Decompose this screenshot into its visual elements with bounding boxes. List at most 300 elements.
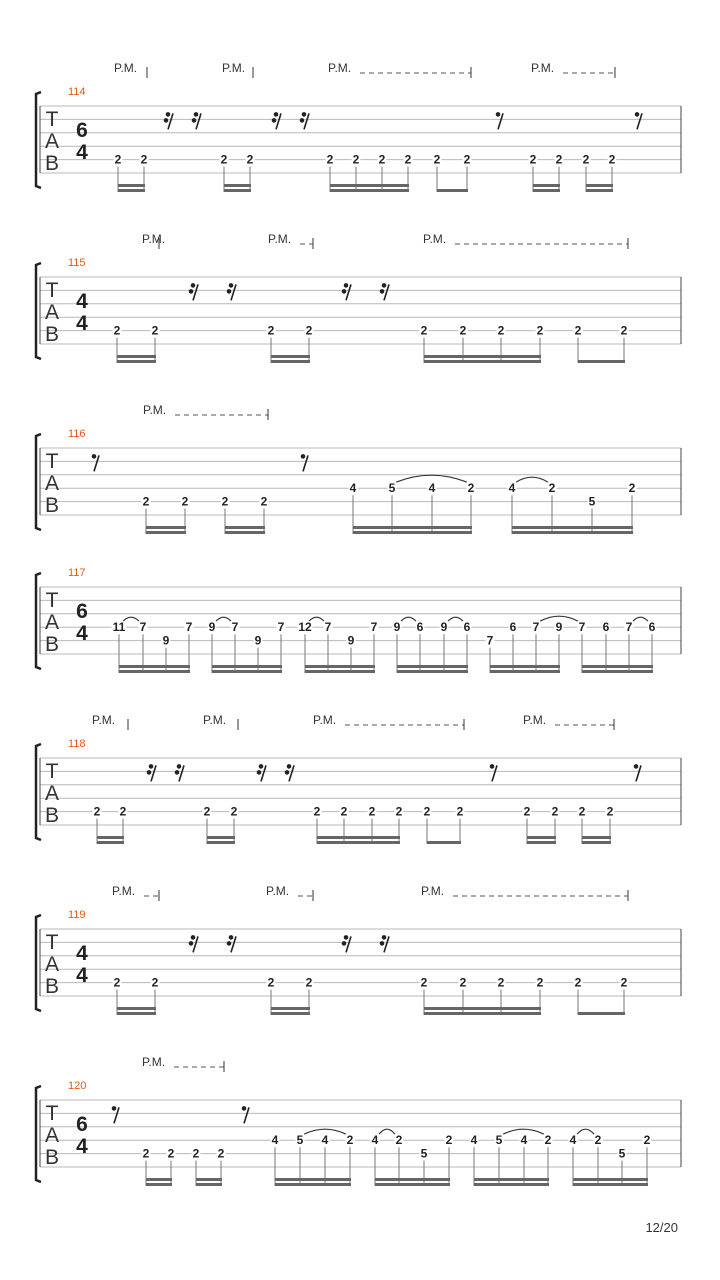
rest-flag [189, 941, 194, 946]
palm-mute-label: P.M. [142, 232, 166, 246]
note-beam [578, 1012, 625, 1015]
palm-mute-label: P.M. [142, 1055, 166, 1069]
tab-clef-letter: A [44, 782, 60, 805]
rest-flag [191, 283, 196, 288]
fret-number: 9 [555, 620, 563, 635]
fret-number: 5 [618, 1146, 626, 1161]
note-beam [305, 665, 375, 668]
fret-number: 2 [423, 804, 431, 819]
fret-number: 2 [113, 975, 121, 990]
fret-number: 7 [578, 620, 586, 635]
note-beam [146, 1183, 172, 1186]
note-beam [118, 189, 145, 192]
rest-flag [164, 118, 169, 123]
fret-number: 2 [93, 804, 101, 819]
measure-number: 117 [68, 567, 86, 579]
time-signature-bottom: 4 [76, 141, 88, 164]
note-beam [424, 1012, 541, 1015]
fret-number: 2 [167, 1146, 175, 1161]
fret-number: 2 [113, 323, 121, 338]
tie-slur [123, 617, 139, 621]
fret-number: 7 [231, 620, 239, 635]
fret-number: 2 [606, 804, 614, 819]
rest-flag [177, 764, 182, 769]
palm-mute-label: P.M. [531, 61, 555, 75]
measure-number: 116 [68, 428, 86, 440]
fret-number: 4 [569, 1133, 577, 1148]
tab-clef-letter: A [44, 953, 60, 976]
time-signature-top: 6 [76, 119, 88, 142]
tab-clef-letter: B [44, 494, 60, 517]
sixteenth-rest [192, 112, 201, 129]
fret-number: 2 [114, 152, 122, 167]
rest-flag [192, 118, 197, 123]
fret-number: 2 [463, 152, 471, 167]
rest-flag [227, 289, 232, 294]
note-beam [330, 189, 409, 192]
sixteenth-rest [300, 112, 309, 129]
note-beam [375, 1183, 450, 1186]
fret-number: 2 [395, 804, 403, 819]
fret-number: 9 [208, 620, 216, 635]
note-beam [586, 189, 613, 192]
note-beam [424, 355, 541, 358]
palm-mute-label: P.M. [523, 713, 547, 727]
fret-number: 2 [395, 1133, 403, 1148]
measure-number: 120 [68, 1080, 87, 1092]
note-beam [117, 355, 156, 358]
note-beam [224, 189, 251, 192]
rest-flag [342, 941, 347, 946]
sixteenth-rest [175, 764, 184, 781]
sixteenth-rest [380, 935, 389, 952]
fret-number: 2 [608, 152, 616, 167]
rest-flag [242, 1106, 247, 1111]
note-beam [578, 360, 625, 363]
fret-number: 2 [246, 152, 254, 167]
page-number: 12/20 [645, 1220, 678, 1235]
fret-number: 6 [509, 620, 517, 635]
palm-mute-label: P.M. [92, 713, 116, 727]
fret-number: 6 [463, 620, 471, 635]
fret-number: 2 [467, 481, 475, 496]
note-beam [119, 665, 190, 668]
sixteenth-rest [272, 112, 281, 129]
palm-mute-label: P.M. [268, 232, 292, 246]
fret-number: 2 [523, 804, 531, 819]
rest-flag [380, 941, 385, 946]
rest-flag [257, 770, 262, 775]
fret-number: 4 [428, 481, 436, 496]
note-beam [271, 1012, 310, 1015]
note-beam [305, 670, 375, 673]
note-beam [582, 670, 653, 673]
note-beam [271, 355, 310, 358]
note-beam [397, 665, 468, 668]
tab-clef-letter: T [45, 760, 59, 783]
sixteenth-rest [285, 764, 294, 781]
fret-number: 2 [578, 804, 586, 819]
fret-number: 6 [602, 620, 610, 635]
fret-number: 2 [433, 152, 441, 167]
note-beam [146, 531, 186, 534]
fret-number: 5 [388, 481, 396, 496]
rest-flag [191, 935, 196, 940]
fret-number: 2 [445, 1133, 453, 1148]
note-beam [225, 526, 265, 529]
rest-flag [194, 112, 199, 117]
fret-number: 5 [588, 494, 596, 509]
fret-number: 2 [305, 323, 313, 338]
palm-mute-label: P.M. [328, 61, 352, 75]
note-beam [582, 841, 611, 844]
fret-number: 2 [643, 1133, 651, 1148]
fret-number: 2 [574, 323, 582, 338]
tie-slur [379, 1129, 395, 1134]
note-beam [353, 526, 472, 529]
fret-number: 6 [416, 620, 424, 635]
time-signature-top: 4 [76, 942, 88, 965]
fret-number: 2 [378, 152, 386, 167]
fret-number: 9 [440, 620, 448, 635]
tab-clef-letter: A [44, 1124, 60, 1147]
measure-number: 118 [68, 738, 86, 750]
palm-mute-label: P.M. [203, 713, 227, 727]
sixteenth-rest [342, 283, 351, 300]
fret-number: 5 [495, 1133, 503, 1148]
fret-number: 2 [620, 975, 628, 990]
rest-flag [635, 112, 640, 117]
sixteenth-rest [227, 935, 236, 952]
tab-system [36, 232, 681, 363]
eighth-rest [92, 454, 99, 471]
tab-clef-letter: A [44, 301, 60, 324]
tab-clef-letter: A [44, 611, 60, 634]
rest-flag [92, 454, 97, 459]
time-signature-top: 6 [76, 1113, 88, 1136]
note-beam [527, 841, 556, 844]
palm-mute-label: P.M. [143, 403, 167, 417]
tie-slur [577, 1129, 594, 1134]
rest-flag [227, 941, 232, 946]
time-signature-top: 6 [76, 600, 88, 623]
fret-number: 12 [298, 620, 312, 635]
note-beam [271, 360, 310, 363]
note-beam [119, 670, 190, 673]
note-beam [317, 836, 400, 839]
note-beam [146, 1178, 172, 1181]
palm-mute-label: P.M. [222, 61, 246, 75]
fret-number: 2 [420, 323, 428, 338]
fret-number: 4 [508, 481, 516, 496]
note-beam [490, 665, 560, 668]
rest-flag [342, 289, 347, 294]
tab-clef-letter: T [45, 589, 59, 612]
rest-flag [285, 770, 290, 775]
note-beam [573, 1178, 648, 1181]
palm-mute-label: P.M. [421, 884, 445, 898]
fret-number: 4 [371, 1133, 379, 1148]
fret-number: 4 [470, 1133, 478, 1148]
tab-clef-letter: T [45, 450, 59, 473]
sixteenth-rest [147, 764, 156, 781]
note-beam [225, 531, 265, 534]
eighth-rest [496, 112, 503, 129]
rest-flag [147, 770, 152, 775]
note-beam [224, 184, 251, 187]
fret-number: 2 [459, 975, 467, 990]
note-beam [512, 531, 633, 534]
note-beam [512, 526, 633, 529]
fret-number: 2 [548, 481, 556, 496]
note-beam [582, 665, 653, 668]
tab-clef-letter: T [45, 1102, 59, 1125]
tie-slur [633, 617, 648, 621]
rest-flag [259, 764, 264, 769]
note-beam [330, 184, 409, 187]
fret-number: 2 [181, 494, 189, 509]
fret-number: 2 [536, 323, 544, 338]
fret-number: 2 [459, 323, 467, 338]
measure-number: 115 [68, 257, 86, 269]
fret-number: 9 [254, 633, 262, 648]
sixteenth-rest [189, 935, 198, 952]
tab-clef-letter: B [44, 975, 60, 998]
note-beam [207, 836, 235, 839]
fret-number: 2 [582, 152, 590, 167]
fret-number: 2 [267, 975, 275, 990]
note-beam [424, 360, 541, 363]
fret-number: 9 [393, 620, 401, 635]
fret-number: 2 [340, 804, 348, 819]
tab-system [36, 61, 681, 192]
fret-number: 2 [151, 323, 159, 338]
rest-flag [272, 118, 277, 123]
fret-number: 2 [140, 152, 148, 167]
fret-number: 2 [346, 1133, 354, 1148]
fret-number: 2 [628, 481, 636, 496]
note-beam [353, 531, 472, 534]
measure-number: 119 [68, 909, 86, 921]
fret-number: 2 [536, 975, 544, 990]
palm-mute-label: P.M. [112, 884, 136, 898]
note-beam [118, 184, 145, 187]
sixteenth-rest [164, 112, 173, 129]
note-beam [275, 1178, 351, 1181]
rest-flag [496, 112, 501, 117]
fret-number: 9 [162, 633, 170, 648]
fret-number: 2 [551, 804, 559, 819]
fret-number: 7 [625, 620, 633, 635]
tab-clef-letter: T [45, 108, 59, 131]
rest-flag [300, 118, 305, 123]
fret-number: 2 [217, 1146, 225, 1161]
tab-clef-letter: B [44, 1146, 60, 1169]
rest-flag [112, 1106, 117, 1111]
fret-number: 2 [230, 804, 238, 819]
fret-number: 11 [112, 620, 126, 635]
rest-flag [490, 764, 495, 769]
fret-number: 9 [347, 633, 355, 648]
fret-number: 4 [271, 1133, 279, 1148]
note-beam [573, 1183, 648, 1186]
fret-number: 2 [313, 804, 321, 819]
rest-flag [382, 935, 387, 940]
sixteenth-rest [227, 283, 236, 300]
fret-number: 4 [349, 481, 357, 496]
time-signature-top: 4 [76, 290, 88, 313]
tab-clef-letter: B [44, 804, 60, 827]
rest-flag [149, 764, 154, 769]
rest-flag [175, 770, 180, 775]
tie-slur [401, 617, 416, 621]
fret-number: 4 [321, 1133, 329, 1148]
palm-mute-label: P.M. [266, 884, 290, 898]
fret-number: 2 [203, 804, 211, 819]
fret-number: 2 [620, 323, 628, 338]
note-beam [196, 1183, 222, 1186]
note-beam [317, 841, 400, 844]
rest-flag [229, 283, 234, 288]
fret-number: 2 [497, 323, 505, 338]
palm-mute-label: P.M. [423, 232, 447, 246]
rest-flag [189, 289, 194, 294]
note-beam [474, 1183, 549, 1186]
rest-flag [274, 112, 279, 117]
note-beam [97, 836, 124, 839]
fret-number: 2 [497, 975, 505, 990]
fret-number: 7 [486, 633, 494, 648]
tab-clef-letter: B [44, 323, 60, 346]
note-beam [212, 665, 282, 668]
note-beam [490, 670, 560, 673]
fret-number: 2 [574, 975, 582, 990]
fret-number: 2 [142, 1146, 150, 1161]
fret-number: 2 [221, 494, 229, 509]
time-signature-bottom: 4 [76, 622, 88, 645]
eighth-rest [490, 764, 497, 781]
note-beam [424, 1007, 541, 1010]
sixteenth-rest [380, 283, 389, 300]
fret-number: 2 [260, 494, 268, 509]
note-beam [582, 836, 611, 839]
rest-flag [382, 283, 387, 288]
fret-number: 7 [324, 620, 332, 635]
fret-number: 2 [192, 1146, 200, 1161]
fret-number: 2 [529, 152, 537, 167]
fret-number: 2 [368, 804, 376, 819]
fret-number: 2 [220, 152, 228, 167]
fret-number: 5 [296, 1133, 304, 1148]
fret-number: 2 [119, 804, 127, 819]
time-signature-bottom: 4 [76, 1135, 88, 1158]
tab-system [36, 567, 681, 673]
measure-number: 114 [68, 86, 86, 98]
fret-number: 6 [648, 620, 656, 635]
palm-mute-label: P.M. [313, 713, 337, 727]
rest-flag [301, 454, 306, 459]
rest-flag [634, 764, 639, 769]
note-beam [146, 526, 186, 529]
fret-number: 2 [555, 152, 563, 167]
rest-flag [287, 764, 292, 769]
note-beam [117, 360, 156, 363]
eighth-rest [242, 1106, 249, 1123]
eighth-rest [112, 1106, 119, 1123]
eighth-rest [634, 764, 641, 781]
fret-number: 2 [326, 152, 334, 167]
fret-number: 2 [456, 804, 464, 819]
note-beam [196, 1178, 222, 1181]
tie-slur [216, 617, 231, 621]
tab-system [36, 884, 681, 1015]
fret-number: 7 [139, 620, 147, 635]
note-beam [527, 836, 556, 839]
note-beam [397, 670, 468, 673]
time-signature-bottom: 4 [76, 964, 88, 987]
tab-clef-letter: T [45, 279, 59, 302]
note-beam [117, 1012, 156, 1015]
note-beam [533, 184, 560, 187]
time-signature-bottom: 4 [76, 312, 88, 335]
sixteenth-rest [342, 935, 351, 952]
fret-number: 7 [277, 620, 285, 635]
note-beam [207, 841, 235, 844]
tab-clef-letter: B [44, 152, 60, 175]
tab-system [36, 1055, 681, 1186]
fret-number: 5 [420, 1146, 428, 1161]
note-beam [275, 1183, 351, 1186]
palm-mute-label: P.M. [114, 61, 138, 75]
note-beam [212, 670, 282, 673]
note-beam [271, 1007, 310, 1010]
note-beam [375, 1178, 450, 1181]
note-beam [533, 189, 560, 192]
rest-flag [229, 935, 234, 940]
fret-number: 2 [151, 975, 159, 990]
tab-clef-letter: A [44, 472, 60, 495]
fret-number: 2 [594, 1133, 602, 1148]
fret-number: 2 [352, 152, 360, 167]
fret-number: 7 [185, 620, 193, 635]
fret-number: 4 [520, 1133, 528, 1148]
sixteenth-rest [257, 764, 266, 781]
eighth-rest [301, 454, 308, 471]
note-beam [437, 189, 468, 192]
tab-clef-letter: A [44, 130, 60, 153]
fret-number: 2 [267, 323, 275, 338]
tie-slur [448, 617, 463, 621]
note-beam [427, 841, 461, 844]
rest-flag [344, 935, 349, 940]
rest-flag [380, 289, 385, 294]
tie-slur [516, 477, 548, 482]
tab-system [36, 713, 681, 844]
fret-number: 7 [370, 620, 378, 635]
fret-number: 2 [305, 975, 313, 990]
sixteenth-rest [189, 283, 198, 300]
fret-number: 7 [532, 620, 540, 635]
tab-clef-letter: T [45, 931, 59, 954]
fret-number: 2 [142, 494, 150, 509]
note-beam [117, 1007, 156, 1010]
rest-flag [302, 112, 307, 117]
note-beam [474, 1178, 549, 1181]
fret-number: 2 [544, 1133, 552, 1148]
rest-flag [166, 112, 171, 117]
rest-flag [344, 283, 349, 288]
note-beam [97, 841, 124, 844]
